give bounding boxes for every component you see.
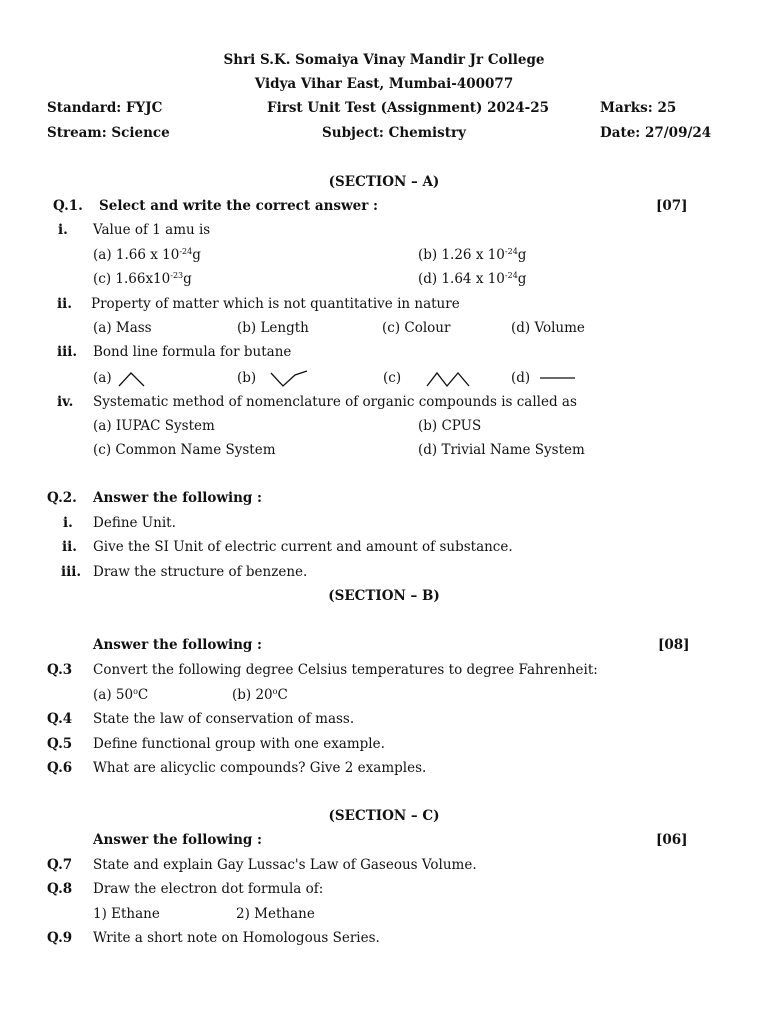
q1-ii-option-a: (a) Mass	[93, 320, 152, 336]
bond-line-ethane-d	[539, 375, 577, 381]
q1-number: Q.1.	[53, 198, 83, 214]
q5-question: Define functional group with one example.	[93, 736, 385, 752]
q4-number: Q.4	[47, 711, 73, 727]
q1-iv-number: iv.	[57, 394, 74, 410]
q3-option-a: (a) 50$^o$C	[93, 687, 149, 703]
q6-question: What are alicyclic compounds? Give 2 examples.	[93, 760, 427, 776]
q2-number: Q.2.	[47, 490, 77, 506]
college-name: Shri S.K. Somaiya Vinay Mandir Jr College	[223, 52, 545, 68]
q1-iv-option-c: (c) Common Name System	[93, 442, 276, 458]
q1-i-question: Value of 1 amu is	[93, 222, 211, 238]
bond-line-butane-b	[270, 370, 310, 388]
section-b-heading: Answer the following :	[93, 637, 263, 653]
q1-iii-option-c-label: (c)	[383, 370, 402, 386]
q1-ii-option-d: (d) Volume	[511, 320, 585, 336]
q2-iii-number: iii.	[61, 564, 82, 580]
q1-i-option-c: (c) $1.66x10^{-23}g$	[93, 271, 192, 287]
stream: Stream: Science	[47, 125, 170, 141]
q1-instruction: Select and write the correct answer :	[99, 198, 379, 214]
q9-question: Write a short note on Homologous Series.	[93, 930, 380, 946]
q1-i-option-d: (d) 1.64 x $10^{-24}g$	[418, 271, 527, 287]
q1-ii-option-b: (b) Length	[237, 320, 309, 336]
section-c-marks: [06]	[656, 832, 688, 848]
q3-option-b: (b) 20$^o$C	[232, 687, 288, 703]
q3-number: Q.3	[47, 662, 73, 678]
q7-question: State and explain Gay Lussac's Law of Gaseous Volume.	[93, 857, 477, 873]
q1-iii-option-b-label: (b)	[237, 370, 257, 386]
bond-line-propane-a	[118, 370, 146, 388]
standard: Standard: FYJC	[47, 100, 163, 116]
bond-line-pentane-c	[426, 370, 472, 388]
q5-number: Q.5	[47, 736, 73, 752]
q1-ii-number: ii.	[57, 296, 72, 312]
section-b-title: (SECTION – B)	[328, 588, 440, 604]
q2-ii-number: ii.	[62, 539, 77, 555]
q1-iv-option-d: (d) Trivial Name System	[418, 442, 585, 458]
q1-i-option-a: (a) 1.66 x $10^{-24}g$	[93, 247, 201, 263]
q2-iii-question: Draw the structure of benzene.	[93, 564, 308, 580]
q6-number: Q.6	[47, 760, 73, 776]
q8-option-2: 2) Methane	[236, 906, 315, 922]
test-title: First Unit Test (Assignment) 2024-25	[267, 100, 550, 116]
date: Date: 27/09/24	[600, 125, 712, 141]
q1-ii-question: Property of matter which is not quantitative in nature	[91, 296, 460, 312]
q1-iv-question: Systematic method of nomenclature of organic compounds is called as	[93, 394, 577, 410]
section-b-marks: [08]	[658, 637, 690, 653]
section-a-title: (SECTION – A)	[328, 174, 440, 190]
q2-instruction: Answer the following :	[93, 490, 263, 506]
q1-iii-question: Bond line formula for butane	[93, 344, 292, 360]
q7-number: Q.7	[47, 857, 73, 873]
section-c-title: (SECTION – C)	[328, 808, 440, 824]
q8-option-1: 1) Ethane	[93, 906, 160, 922]
q1-ii-option-c: (c) Colour	[382, 320, 451, 336]
q1-iv-option-b: (b) CPUS	[418, 418, 482, 434]
subject: Subject: Chemistry	[322, 125, 466, 141]
q3-question: Convert the following degree Celsius temperatures to degree Fahrenheit:	[93, 662, 598, 678]
q8-number: Q.8	[47, 881, 73, 897]
q2-i-question: Define Unit.	[93, 515, 176, 531]
marks: Marks: 25	[600, 100, 677, 116]
q9-number: Q.9	[47, 930, 73, 946]
q1-iii-option-a-label: (a)	[93, 370, 112, 386]
q2-i-number: i.	[63, 515, 73, 531]
section-c-heading: Answer the following :	[93, 832, 263, 848]
q1-marks: [07]	[656, 198, 688, 214]
q8-question: Draw the electron dot formula of:	[93, 881, 324, 897]
college-address: Vidya Vihar East, Mumbai-400077	[254, 76, 514, 92]
q4-question: State the law of conservation of mass.	[93, 711, 355, 727]
q2-ii-question: Give the SI Unit of electric current and amount of substance.	[93, 539, 513, 555]
q1-iii-number: iii.	[57, 344, 78, 360]
q1-i-option-b: (b) 1.26 x $10^{-24}g$	[418, 247, 527, 263]
q1-i-number: i.	[58, 222, 68, 238]
q1-iv-option-a: (a) IUPAC System	[93, 418, 215, 434]
q1-iii-option-d-label: (d)	[511, 370, 531, 386]
